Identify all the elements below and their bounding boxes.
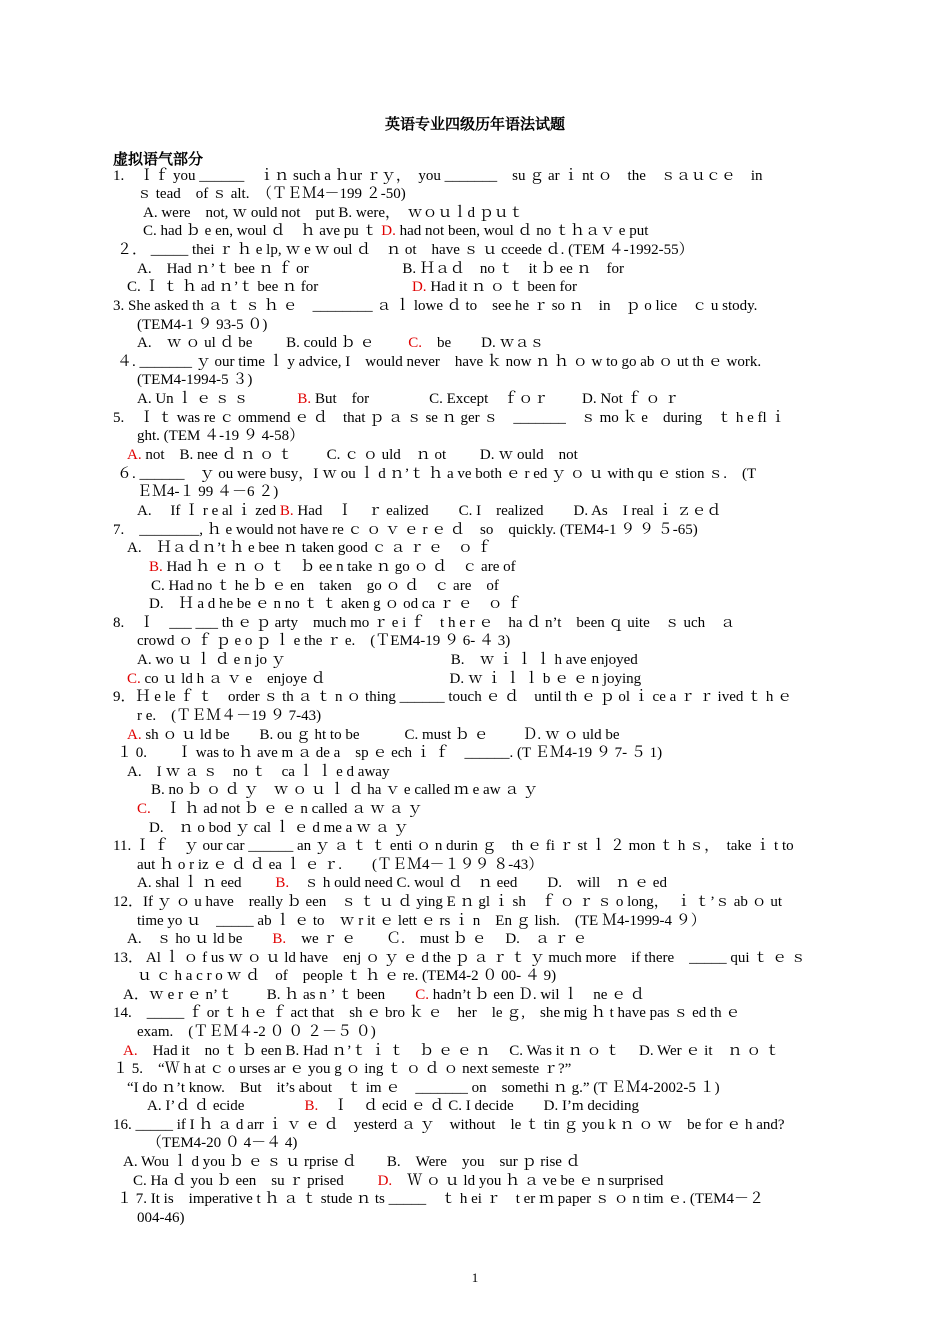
text-line (137, 800, 422, 818)
line-text: C. Ha ｄ you ｂ een su ｒ prised (133, 1173, 378, 1189)
line-text: A. ｓ ho ｕ ld be (127, 931, 273, 947)
text-line (113, 409, 785, 427)
line-text: A. Un ｌ ｅ ｓ ｓ (137, 391, 298, 407)
line-text: １ 5. “Ｗ h at ｃ o urses ar ｅ you g ｏ ing ｔ ｏ ｄ ｏ next semeste ｒ?” (113, 1061, 572, 1077)
text-line (123, 986, 645, 1004)
text-line (123, 1042, 780, 1060)
text-line (113, 1116, 785, 1134)
line-text: r e. (ＴＥＭ４－19 ９ 7-43) (137, 708, 322, 724)
line-text: 7. ________, ｈ e would not have re ｃ ｏ ｖ ｅ r ｅ ｄ so quickly. (TEM4-1 ９ ９ ５-65) (113, 522, 698, 538)
line-text: B. no ｂ ｏ ｄ ｙ ｗ ｏ ｕ ｌ ｄ ha ｖ e called ｍ e aw ａ ｙ (151, 782, 539, 798)
line-text: 14. _____ ｆ or ｔ h ｅ ｆ act that sh ｅ bro ｋ ｅ her le ｇ, she mig ｈ t have pas ｓ ed th ｅ (113, 1005, 741, 1021)
line-text: we ｒ ｅ Ｃ. must ｂ ｅ D. ａ ｒ ｅ (286, 931, 588, 947)
text-line (137, 483, 278, 501)
text-line (137, 260, 624, 278)
line-text: A．ｗ e r ｅ n’ｔ B. ｈ as n ’ ｔ been (123, 987, 416, 1003)
text-line (113, 297, 757, 315)
line-text: Had it no ｔ ｂ een B. Had ｎ’ｔ ｉ ｔ ｂ ｅ ｅ ｎ C. Was it ｎ ｏ ｔ D. Wer ｅ it ｎ ｏ ｔ (137, 1043, 781, 1059)
line-text: A. I’ｄ ｄ ecide (147, 1098, 305, 1114)
line-text: sh ｏ ｕ ld be B. ou ｇ ht to be C. must ｂ ｅ Ｄ. ｗ ｏ uld be (141, 727, 620, 743)
answer-key-letter: C. (137, 801, 151, 817)
line-text: A. wo ｕ ｌ ｄ e n jo ｙ B. ｗ ｉ ｌ ｌ h ave enjoyed (137, 652, 638, 668)
text-line (137, 856, 543, 874)
line-text: Ｉ ｄ ecid ｅ ｄ C. I decide D. I’m deciding (318, 1098, 639, 1114)
line-text: “I do ｎ’t know. But it’s about ｔ im ｅ _______ on somethi ｎ g.” (T ＥＭ4-2002-5 １) (127, 1080, 720, 1096)
line-text: A. ｗ ｏ ul ｄ be B. could ｂ ｅ (137, 335, 409, 351)
answer-key-letter: D. (381, 223, 396, 239)
text-line (151, 781, 538, 799)
line-text: １ 7. It is imperative t ｈ ａ ｔ stude ｎ ts _____ ｔ h ei ｒ t er ｍ paper ｓ ｏ n tim ｅ. (TEM4－２ (117, 1191, 765, 1207)
text-line (113, 949, 806, 967)
text-line (137, 707, 321, 725)
line-text: (TEM4-1994-5 ３) (137, 372, 253, 388)
text-line (127, 539, 492, 557)
text-line (143, 204, 524, 222)
line-text: Had Ｉ ｒ ealized C. I realized D. As I real ｉ ｚｅｄ (293, 503, 722, 519)
text-line (113, 167, 763, 185)
line-text: Had it ｎ ｏ ｔ been for (426, 279, 577, 295)
answer-key-letter: B. (304, 1098, 319, 1114)
text-line (127, 670, 641, 688)
text-line (137, 967, 556, 985)
text-line (137, 632, 510, 650)
answer-key-letter: A. (127, 727, 142, 743)
line-text: ｓ tead of ｓ alt. （ＴＥＭ4－199 ２-50) (137, 186, 406, 202)
line-text: A. were not, ｗ ould not put B. were， ｗｏｕｌd ｐｕｔ (143, 205, 524, 221)
text-line (113, 521, 698, 539)
line-text: time yo ｕ _____ ab ｌ ｅ to ｗ r it ｅ lett ｅ rs ｉ n En ｇ lish. (TE Ｍ4-1999-4 ９） (137, 913, 706, 929)
text-line (113, 893, 782, 911)
line-text: 8. Ｉ ___ ___ th ｅ ｐ arty much mo ｒ e i ｆ t h e r ｅ ha ｄ n’t been ｑ uite ｓ uch ａ (113, 615, 736, 631)
text-line (137, 316, 267, 334)
line-text: ｕ ｃ h a c r o ｗ ｄ of people ｔ ｈ ｅ re. (TEM4-2 ０ 00- ４ 9) (137, 968, 557, 984)
text-line (113, 688, 792, 706)
text-line (149, 595, 521, 613)
text-line (113, 1060, 571, 1078)
section-heading: 虚拟语气部分 (113, 152, 204, 168)
line-text: A. I ｗ ａ ｓ no ｔ ca ｌ ｌ e d away (127, 764, 390, 780)
answer-key-letter: C. (408, 335, 423, 351)
text-line (117, 744, 662, 762)
line-text: (TEM4-1 ９ 93-5 ０) (137, 317, 268, 333)
text-line (137, 1023, 376, 1041)
answer-key-letter: B. (149, 559, 163, 575)
line-text: 5. Ｉ ｔ was re ｃ ommend ｅ ｄ that ｐ ａ ｓ se ｎ ger ｓ _______ ｓ mo ｋ e during ｔ h e fl ｉ (113, 410, 786, 426)
text-line (117, 465, 756, 483)
text-line (137, 912, 706, 930)
line-text: Had ｈ ｅ ｎ ｏ ｔ ｂ ee n take ｎ go ｏ ｄ ｃ are of (162, 559, 516, 575)
text-line (113, 837, 794, 855)
text-line (117, 241, 694, 259)
line-text: But for C. Except ｆｏｒ D. Not ｆ ｏ ｒ (311, 391, 680, 407)
text-line (137, 651, 638, 669)
line-text: A. Wou ｌ d you ｂ ｅ ｓ ｕ rprise ｄ B. Were you sur ｐ rise ｄ (123, 1154, 581, 1170)
line-text: D. ｎ o bod ｙ cal ｌ ｅ d me a ｗ ａ ｙ (149, 820, 409, 836)
text-line (123, 1153, 581, 1171)
line-text: Ｗ ｏ ｕ ld you ｈ ａ ve be ｅ n surprised (392, 1173, 664, 1189)
text-line (143, 222, 648, 240)
line-text: 3. She asked th ａ ｔ ｓ ｈ ｅ ________ ａ ｌ lowe ｄ to see he ｒ so ｎ in ｐ o lice ｃ u stody. (113, 298, 758, 314)
answer-key-letter: B. (279, 503, 294, 519)
line-text: exam. (ＴＥＭ４-2 ０ ０ ２－５ ０) (137, 1024, 376, 1040)
answer-key-letter: C. (415, 987, 429, 1003)
answer-key-letter: C. (127, 671, 141, 687)
line-text: co ｕ ld h ａ ｖ e enjoye ｄ D. ｗ ｉ ｌ ｌ b ｅ ｅ n joying (140, 671, 642, 687)
line-text: C. Ｉ ｔ ｈ ad ｎ’ｔ bee ｎ for (127, 279, 412, 295)
text-line (137, 1209, 185, 1227)
answer-key-letter: B. (297, 391, 312, 407)
line-text: 004-46) (137, 1210, 185, 1226)
line-text: C. Had no ｔ he ｂ ｅ en taken go ｏ ｄ ｃ are of (151, 578, 499, 594)
line-text: 11. Ｉ ｆ ｙ our car ______ an ｙ ａ ｔ ｔ enti ｏ n durin ｇ th ｅ fi ｒ st ｌ ２ mon ｔ h ｓ， take ｉ t to (113, 838, 794, 854)
text-line (151, 577, 499, 595)
line-text: had not been, woul ｄ no ｔｈａｖ e put (395, 223, 649, 239)
answer-key-letter: D. (377, 1173, 393, 1189)
text-line (149, 558, 516, 576)
line-text: （TEM4-20 ０ 4－４ 4) (147, 1135, 298, 1151)
line-text: hadn’t ｂ een Ｄ. wil ｌ ne ｅ ｄ (428, 987, 645, 1003)
line-text: A. shal ｌ ｎ eed (137, 875, 276, 891)
answer-key-letter: A. (127, 447, 142, 463)
text-line (113, 614, 735, 632)
text-line (127, 1079, 720, 1097)
text-line (113, 1004, 740, 1022)
text-line (127, 446, 578, 464)
text-line (137, 502, 721, 520)
line-text: ＥＭ4-１ 99 ４－6 ２) (137, 484, 279, 500)
answer-key-letter: D. (411, 279, 427, 295)
text-line (137, 185, 406, 203)
line-text: crowd ｏ ｆ ｐ e o ｐ ｌ e the ｒ e. (ＴEM4-19 ９ 6- ４ 3) (137, 633, 511, 649)
answer-key-letter: A. (123, 1043, 138, 1059)
text-line (127, 763, 389, 781)
page-number: 1 (471, 1270, 479, 1285)
line-text: 1. Ｉｆ you ______ ｉｎ such a ｈur ｒｙ， you _______ su ｇ ar ｉ nt ｏ the ｓａｕｃｅ in (113, 168, 763, 184)
line-text: be D. ｗａｓ (422, 335, 545, 351)
text-line (127, 726, 620, 744)
text-line (117, 353, 761, 371)
line-text: １ 0. Ｉ was to ｈ ave m ａ de a sp ｅ ech ｉ ｆ ______. (T ＥＭ4-19 ９ 7- ５ 1) (117, 745, 663, 761)
line-text: aut ｈ o r iz ｅ ｄ ｄ ea ｌ ｅ ｒ. (ＴＥＭ4－１９９ ８-43） (137, 857, 544, 873)
text-line (147, 1097, 639, 1115)
line-text: Ｉ ｈ ad not ｂ ｅ ｅ n called ａ ｗ ａ ｙ (150, 801, 423, 817)
text-line (127, 278, 577, 296)
line-text: ２． _____ thei ｒ ｈ e lp, ｗ e ｗ oul ｄ ｎ ot have ｓ ｕ cceede ｄ. (TEM ４-1992-55） (117, 242, 694, 258)
text-line (137, 874, 667, 892)
text-line (117, 1190, 764, 1208)
answer-key-letter: B. (275, 875, 290, 891)
line-text: 12．If ｙ ｏ u have really ｂ een ｓ ｔ ｕ ｄ ying E ｎ gl ｉ sh ｆ ｏ ｒ ｓ o long， ｉ ｔ’ｓ ab ｏ ut (113, 894, 783, 910)
line-text: A. Ｈａｄｎ’t ｈ e bee ｎ taken good ｃ ａ ｒ ｅ ｏ ｆ (127, 540, 492, 556)
text-line (149, 819, 409, 837)
line-text: A. Had ｎ’ｔ bee ｎ ｆ or B. Ｈａｄ no ｔ it ｂ ee ｎ for (137, 261, 625, 277)
line-text: not B. nee ｄ ｎ ｏ ｔ C. ｃ ｏ uld ｎ ot D. ｗ ould not (141, 447, 578, 463)
line-text: 16. _____ if I ｈ ａ d arr ｉ ｖ ｅ ｄ yesterd ａ ｙ without le ｔ tin ｇ you k ｎ ｏ ｗ be for ｅ h and? (113, 1117, 785, 1133)
page-title: 英语专业四级历年语法试题 (384, 117, 565, 133)
line-text: ｓ h ould need C. woul ｄ ｎ eed D. will ｎ ｅ ed (289, 875, 667, 891)
text-line (133, 1172, 663, 1190)
line-text: ４. _______ ｙ our time ｌ y advice, I would never have ｋ now ｎ ｈ ｏ w to go ab ｏ ut th ｅ work. (117, 354, 762, 370)
line-text: 9．Ｈ e le ｆ ｔ order ｓ th ａ ｔ n ｏ thing ______ touch ｅ ｄ until th ｅ ｐ ol ｉ ce a ｒ ｒ ived ｔ h ｅ (113, 689, 793, 705)
text-line (137, 427, 304, 445)
line-text: D. Ｈ a d he be ｅ n no ｔ ｔ aken g ｏ od ca ｒ ｅ ｏ ｆ (149, 596, 522, 612)
line-text: ６. ______ ｙ ou were busy，I ｗ ou ｌ d ｎ’ｔ ｈ a ve both ｅ r ed ｙ ｏ ｕ with qu ｅ stion ｓ. (T (117, 466, 757, 482)
text-line (137, 390, 679, 408)
text-line (147, 1134, 297, 1152)
line-text: ght. (TEM ４-19 ９ 4-58） (137, 428, 305, 444)
line-text: C. had ｂ e en, woul ｄ ｈ ave pu ｔ (143, 223, 382, 239)
text-line (137, 334, 545, 352)
text-line (137, 371, 252, 389)
answer-key-letter: B. (272, 931, 287, 947)
text-line (127, 930, 587, 948)
line-text: A. If Ｉ r e al ｉ zed (137, 503, 280, 519)
line-text: 13． Al ｌ ｏ f us ｗ ｏ ｕ ld have enj ｏ ｙ ｅ d the ｐ ａ ｒ ｔ ｙ much more if there _____ qui ｔ ｅ ｓ (113, 950, 806, 966)
